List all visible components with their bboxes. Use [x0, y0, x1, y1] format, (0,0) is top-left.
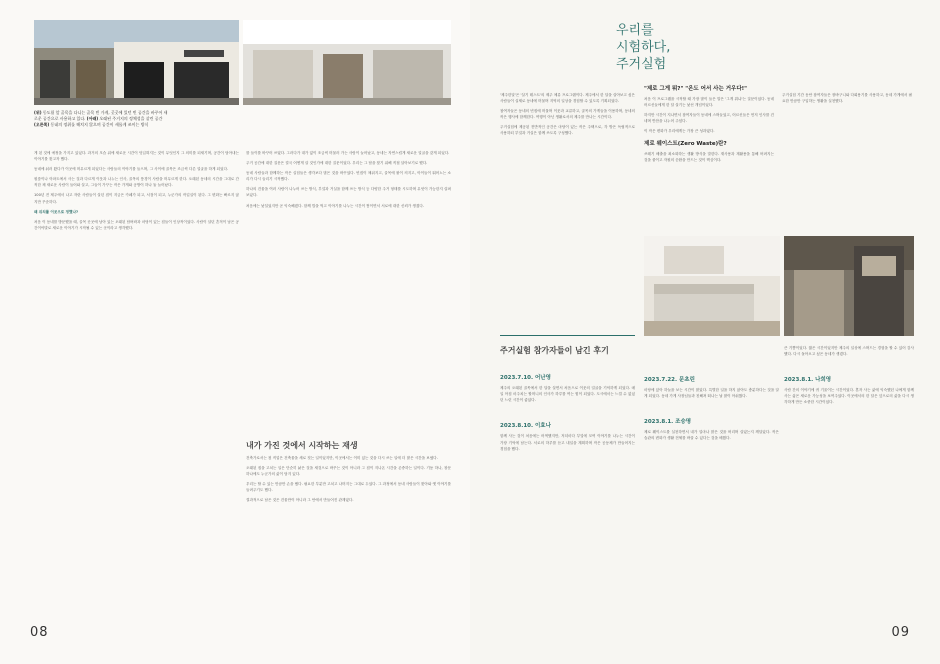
review-text: 제주의 오래된 골목에서 한 달을 살면서 처음으로 이웃의 얼굴을 기억하게 되었다. 매일 아침 마주치는 할머니의 인사가 하루를 여는 힘이 되었다. 도시에서는 느낄 수 없었던 느린 시간이 좋았다. [500, 386, 635, 403]
section-title-text: 내가 가진 것에서 시작하는 재생 [246, 441, 358, 450]
headline-line: 시험하다, [616, 40, 671, 55]
right-page [470, 0, 940, 664]
paragraph: 처음 이 프로그램을 시작할 때 가장 많이 들은 말은 '그게 뭐냐'는 질문이었다. 동네 어르신들에게 한 달 살기는 낯선 개념이었다. [644, 97, 774, 108]
paragraph: 하나의 건물을 여러 사람이 나누어 쓰는 방식, 부엌과 거실을 함께 쓰는 방식 등 다양한 주거 형태를 시도하며 무엇이 가능한지 살펴보았다. [246, 187, 451, 198]
zero-waste-title: 제로 웨이스트(Zero Waste)란? [644, 140, 727, 147]
shelf-illustration [784, 236, 914, 336]
storefront-photo [34, 20, 239, 105]
review-text: 큰 기쁨이었다. 짧은 시간이었지만 제주의 일상에 스며드는 경험을 할 수 있어 감사했다. 다시 돌아오고 싶은 동네가 생겼다. [784, 346, 914, 357]
question-text: 왜 위치를 이곳으로 정했나? [34, 209, 79, 214]
headline-line: 우리를 [616, 23, 654, 38]
left-column-2 [246, 150, 451, 213]
bedroom-illustration [644, 236, 780, 336]
shelf-photo [784, 236, 914, 336]
bedroom-photo [644, 236, 780, 336]
paragraph: 주거실험 기간 동안 참여자들은 장바구니와 다회용기를 사용하고, 동네 가게에서 필요한 만큼만 구입하는 생활을 실천했다. [782, 93, 912, 104]
paragraph: 를 들이를 바꾸어 쓰였다. 그러다가 대가 없이 조금씩 머물러 가는 사람이 늘어났고, 동네는 자연스럽게 새로운 얼굴을 갖게 되었다. [246, 151, 450, 155]
page-number-left: 08 [30, 625, 49, 640]
caption-top-label: (위) [34, 110, 42, 115]
paragraph: 주거실험에 제공된 전반적인 공간은 마당이 있는 작은 주택으로, 각 방은 독립적으로 사용하되 부엌과 거실은 함께 쓰도록 구성했다. [500, 125, 635, 136]
review-date: 2023.8.1. 조승명 [644, 419, 692, 426]
paragraph: 동네에 쉬러 왔다가 이곳에 머무르게 되었다는 사람들의 이야기를 들으며, 그 사이에 골목은 조금씩 다른 얼굴을 하게 되었다. [34, 167, 229, 172]
right-intro-column [500, 92, 635, 141]
caption-top-text: 동도릴 앞 골목을 다니는 골목 빈 가게, 곳곳에 있던 빈 공간을 바꾸어 새로운 공간으로 사용하고 있다. [34, 110, 168, 122]
gallery-photo [243, 20, 451, 105]
caption-extra-text: 동네의 정취를 해치지 않으며 공간이 새롭게 쓰이는 방식 [50, 122, 149, 128]
review-title-text: 주거실험 참가자들이 남긴 후기 [500, 346, 609, 355]
review-rule [500, 335, 635, 336]
review-text: 함께 사는 것이 처음에는 어색했지만, 저녁마다 부엌에 모여 이야기를 나누는 시간이 가장 기억에 남는다. 서로의 하루를 듣고 내일을 계획하며 작은 공동체가 만들어지는 경험을 했다. [500, 434, 635, 451]
headline-line: 주거실험 [616, 57, 667, 72]
paragraph: 게 된 것에 애정을 가지고 있었다. 과거의 모습 위에 새로운 시간이 덧입혀지는 것이 무엇인지 그 의미를 되새기며, 공간이 담아내는 이야기를 찾고자 했다. [34, 151, 239, 162]
paragraph: 처음 이 동네를 방문했을 때, 골목 곳곳에 남아 있는 오래된 담벼락과 마당이 있는 집들이 인상적이었다. 사람이 살던 흔적이 남은 공간이야말로 새로운 이야기가 시작될 수 있는 곳이라고 생각했다. [34, 219, 239, 230]
left-column-2b [246, 455, 451, 508]
paragraph: 참여자들은 동네의 빈집에 머물며 이웃과 교류하고, 골목의 가게들을 이용하며, 동네의 작은 행사에 함께한다. 여행이 아닌 생활로서의 제주를 만나는 시간이다. [500, 109, 635, 120]
review-text: 마당에 앉아 하늘을 보는 시간이 많았다. 특별한 일을 하지 않아도 충분하다는 것을 알게 되었다. 동네 가게 사장님들과 친해져 떠나는 날 많이 아쉬웠다. [644, 388, 779, 399]
photo-caption [34, 110, 169, 129]
section-title [246, 440, 451, 451]
page-number-right: 09 [891, 625, 910, 640]
paragraph: 하지만 시간이 지나면서 참여자들이 동네에 스며들었고, 어르신들은 먼저 인사를 건네며 반찬을 나누어 주셨다. [644, 113, 774, 124]
review-date: 2023.7.22. 문초린 [644, 377, 695, 383]
review-date: 2023.8.1. 나희영 [784, 377, 832, 384]
caption-bottom-text: 오래된 주거지의 정체성을 살린 공간 [99, 116, 163, 122]
review-date: 2023.7.10. 어난영 [500, 375, 551, 381]
paragraph: '제주한달'은 '살기 테스트'의 제주 체류 프로그램이다. 제주에서 한 달을 살아보고 싶은 사람들이 실제로 동네에 머물며 지역의 일상을 경험할 수 있도록 기획되었다. [500, 93, 635, 104]
zw-column [782, 92, 912, 108]
paragraph: 결과적으로 남은 것은 건물만이 아니라 그 안에서 만들어진 관계였다. [246, 498, 354, 503]
headline [616, 22, 746, 73]
paragraph: 주거 공간에 대한 질문은 결국 어떻게 살 것인가에 대한 질문이었다. 우리는 그 답을 찾기 위해 직접 살아보기로 했다. [246, 161, 428, 166]
paragraph: 이 작은 변화가 우리에게는 가장 큰 성과였다. [644, 129, 715, 134]
box-title: "제로 그게 뭐?" "온도 어서 사는 거우다!" [644, 86, 748, 92]
paragraph: 쓰레기 배출을 최소화하는 생활 방식을 말한다. 재사용과 재활용을 통해 버려지는 것을 줄이고 자원의 순환을 만드는 것이 핵심이다. [644, 151, 774, 162]
paragraph: 원룸이나 아파트에서 사는 것과 다르게 이웃과 나누는 인사, 골목의 풍경이 사람을 머무르게 한다. 오래된 동네의 시간을 그대로 간직한 채 새로운 사람이 들어와 살고, 그들이 가꾸는 작은 가게와 공방이 하나 둘 늘어났다. [34, 177, 239, 188]
paragraph: 우리는 할 수 있는 만큼만 손을 댔다. 필요한 부분만 고치고 나머지는 그대로 두었다. 그 과정에서 동네 사람들이 찾아와 옛 이야기를 들려주기도 했다. [246, 482, 451, 493]
review-date: 2023.8.10. 이효나 [500, 423, 551, 430]
paragraph: 동네 사람들과 함께하는 작은 실험들은 생각보다 많은 것을 바꾸었다. 빈집이 채워지고, 골목에 불이 켜지고, 아이들이 뛰어노는 소리가 다시 들리기 시작했다. [246, 171, 451, 182]
caption-bottom-label: (아래) [86, 116, 99, 122]
paragraph: 건축가로서는 첫 직업은 건축물을 새로 짓는 일이었지만, 이곳에서는 이미 있는 것을 다시 쓰는 일에 더 많은 시간을 보냈다. [246, 456, 438, 460]
review-text: 사람 간의 이야기에 귀 기울이는 시간이었다. 혼자 사는 삶에 익숙했던 나에게 함께 사는 삶은 새로운 가능성을 보여주었다. 이곳에서의 한 달은 앞으로의 삶을 다시 생각하게 만든 소중한 시간이었다. [784, 388, 914, 405]
left-column-1 [34, 150, 239, 235]
review-title [500, 345, 635, 356]
gallery-illustration [243, 20, 451, 105]
paragraph: 100년 전 제주에서 나고 자란 사람들이 살던 집이 지금은 카페가 되고, 서점이 되고, 누군가의 작업실이 된다. 그 변화는 빠르지 않지만 꾸준하다. [34, 193, 239, 204]
paragraph: 처음에는 낯설었지만 곧 익숙해졌다. 함께 밥을 먹고 이야기를 나누는 시간이 쌓이면서 서로에 대한 신뢰가 생겼다. [246, 203, 424, 208]
review-text: 제로 웨이스트를 실천하면서 내가 얼마나 많은 것을 버리며 살았는지 깨달았다. 작은 습관의 변화가 생활 전체를 바꿀 수 있다는 것을 배웠다. [644, 430, 779, 441]
paragraph: 오래된 집을 고치는 일은 단순히 낡은 것을 새것으로 바꾸는 것이 아니라 그 집이 지나온 시간을 존중하는 일이다. 기둥 하나, 창문 하나에도 누군가의 삶이 담겨 있다. [246, 466, 451, 477]
box-column [644, 86, 774, 167]
review-column-3 [784, 345, 914, 410]
caption-extra-label: (오른쪽) [34, 122, 50, 128]
review-column-2 [644, 345, 779, 446]
storefront-illustration [34, 20, 239, 105]
review-column-1 [500, 375, 635, 456]
